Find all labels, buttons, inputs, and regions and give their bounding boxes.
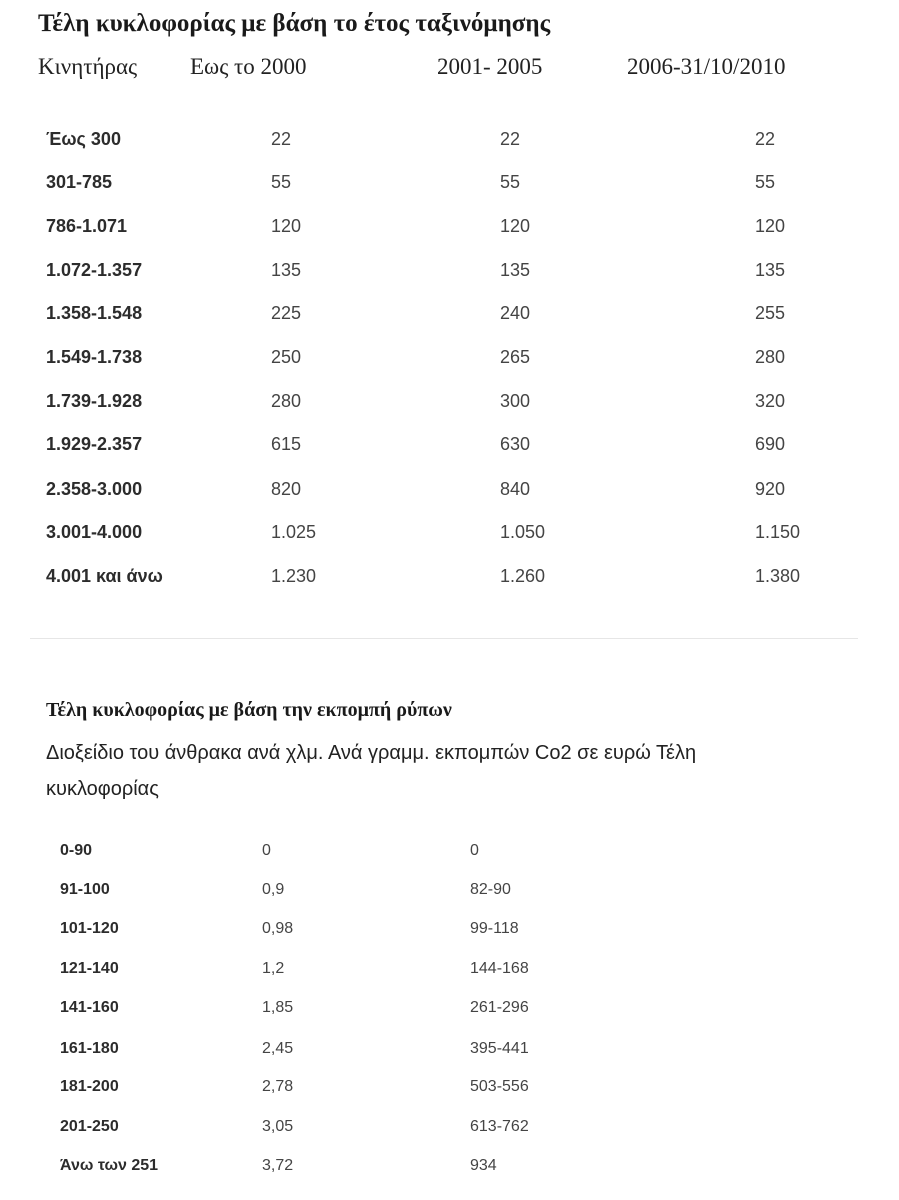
rate-cell: 2,78	[262, 1078, 294, 1095]
rate-cell: 0	[262, 842, 271, 859]
co2-range-cell: 141-160	[60, 999, 119, 1016]
fee-cell: 920	[755, 479, 786, 499]
table-row	[0, 920, 899, 950]
table-row	[0, 881, 899, 911]
fee-cell: 840	[500, 479, 531, 499]
fee-cell: 280	[755, 347, 786, 367]
fee-cell: 120	[755, 216, 786, 236]
engine-cc-cell: 3.001-4.000	[46, 522, 143, 542]
co2-range-cell: 121-140	[60, 960, 119, 977]
co2-range-cell: 181-200	[60, 1078, 119, 1095]
table-row	[0, 216, 899, 246]
header-2006-2010: 2006-31/10/2010	[627, 54, 786, 79]
fee-cell: 135	[500, 260, 531, 280]
fee-cell: 144-168	[470, 960, 529, 977]
section-divider	[30, 638, 858, 639]
engine-cc-cell: 301-785	[46, 172, 113, 192]
co2-range-cell: 91-100	[60, 881, 110, 898]
co2-range-cell: 101-120	[60, 920, 119, 937]
header-until-2000: Εως το 2000	[190, 54, 307, 79]
fee-cell: 261-296	[470, 999, 529, 1016]
fee-cell: 1.380	[755, 566, 801, 586]
fee-cell: 0	[470, 842, 479, 859]
rate-cell: 3,72	[262, 1157, 294, 1174]
fee-cell: 22	[755, 129, 776, 149]
table-row	[0, 960, 899, 990]
section1-title: Τέλη κυκλοφορίας με βάση το έτος ταξινόμησης	[38, 10, 551, 37]
fee-cell: 225	[271, 303, 302, 323]
fee-cell: 690	[755, 434, 786, 454]
table-row	[0, 303, 899, 333]
header-2001-2005: 2001- 2005	[437, 54, 543, 79]
engine-cc-cell: 2.358-3.000	[46, 479, 143, 499]
fee-cell: 613-762	[470, 1118, 529, 1135]
fee-cell: 22	[500, 129, 521, 149]
table-row	[0, 1118, 899, 1148]
rate-cell: 0,9	[262, 881, 285, 898]
fee-cell: 320	[755, 391, 786, 411]
engine-cc-cell: 786-1.071	[46, 216, 128, 236]
table-row	[0, 172, 899, 202]
fee-cell: 1.050	[500, 522, 546, 542]
fee-cell: 82-90	[470, 881, 511, 898]
engine-cc-cell: 1.739-1.928	[46, 391, 143, 411]
fee-cell: 250	[271, 347, 302, 367]
fee-cell: 120	[500, 216, 531, 236]
table-row	[0, 347, 899, 377]
table-row	[0, 434, 899, 464]
fee-cell: 820	[271, 479, 302, 499]
table-row	[0, 999, 899, 1029]
table-row	[0, 1157, 899, 1187]
engine-cc-cell: 1.072-1.357	[46, 260, 143, 280]
fee-cell: 934	[470, 1157, 497, 1174]
table-row	[0, 391, 899, 421]
fee-cell: 630	[500, 434, 531, 454]
fee-cell: 503-556	[470, 1078, 529, 1095]
fee-cell: 135	[755, 260, 786, 280]
section2-title: Τέλη κυκλοφορίας με βάση την εκπομπή ρύπων	[46, 699, 452, 721]
fee-cell: 1.150	[755, 522, 801, 542]
section2-subtitle: Διοξείδιο του άνθρακα ανά χλμ. Ανά γραμμ. εκπομπών Co2 σε ευρώ Τέλη κυκλοφορίας	[46, 742, 697, 800]
fee-cell: 135	[271, 260, 302, 280]
fee-cell: 280	[271, 391, 302, 411]
fee-cell: 22	[271, 129, 292, 149]
table-row	[0, 479, 899, 509]
engine-cc-cell: 1.358-1.548	[46, 303, 143, 323]
engine-cc-cell: 1.929-2.357	[46, 434, 143, 454]
co2-range-cell: 161-180	[60, 1040, 119, 1057]
table-row	[0, 260, 899, 290]
table-row	[0, 1078, 899, 1108]
co2-range-cell: 0-90	[60, 842, 93, 859]
fee-cell: 395-441	[470, 1040, 529, 1057]
fee-cell: 615	[271, 434, 302, 454]
rate-cell: 3,05	[262, 1118, 294, 1135]
rate-cell: 2,45	[262, 1040, 294, 1057]
engine-cc-cell: Έως 300	[46, 129, 121, 149]
rate-cell: 1,85	[262, 999, 294, 1016]
fee-cell: 300	[500, 391, 531, 411]
rate-cell: 0,98	[262, 920, 294, 937]
engine-cc-cell: 4.001 και άνω	[46, 566, 163, 586]
table-row	[0, 129, 899, 159]
fee-cell: 99-118	[470, 920, 519, 937]
fee-cell: 55	[500, 172, 521, 192]
fee-cell: 55	[755, 172, 776, 192]
table-row	[0, 566, 899, 596]
co2-range-cell: 201-250	[60, 1118, 119, 1135]
fee-cell: 120	[271, 216, 302, 236]
fee-cell: 255	[755, 303, 786, 323]
table-row	[0, 522, 899, 552]
co2-range-cell: Άνω των 251	[60, 1157, 159, 1174]
header-engine: Κινητήρας	[38, 54, 138, 79]
rate-cell: 1,2	[262, 960, 285, 977]
table-row	[0, 842, 899, 872]
fee-cell: 1.025	[271, 522, 317, 542]
fee-cell: 240	[500, 303, 531, 323]
fee-cell: 1.260	[500, 566, 546, 586]
fee-cell: 265	[500, 347, 531, 367]
fee-cell: 1.230	[271, 566, 317, 586]
fee-cell: 55	[271, 172, 292, 192]
engine-cc-cell: 1.549-1.738	[46, 347, 143, 367]
table-row	[0, 1040, 899, 1070]
